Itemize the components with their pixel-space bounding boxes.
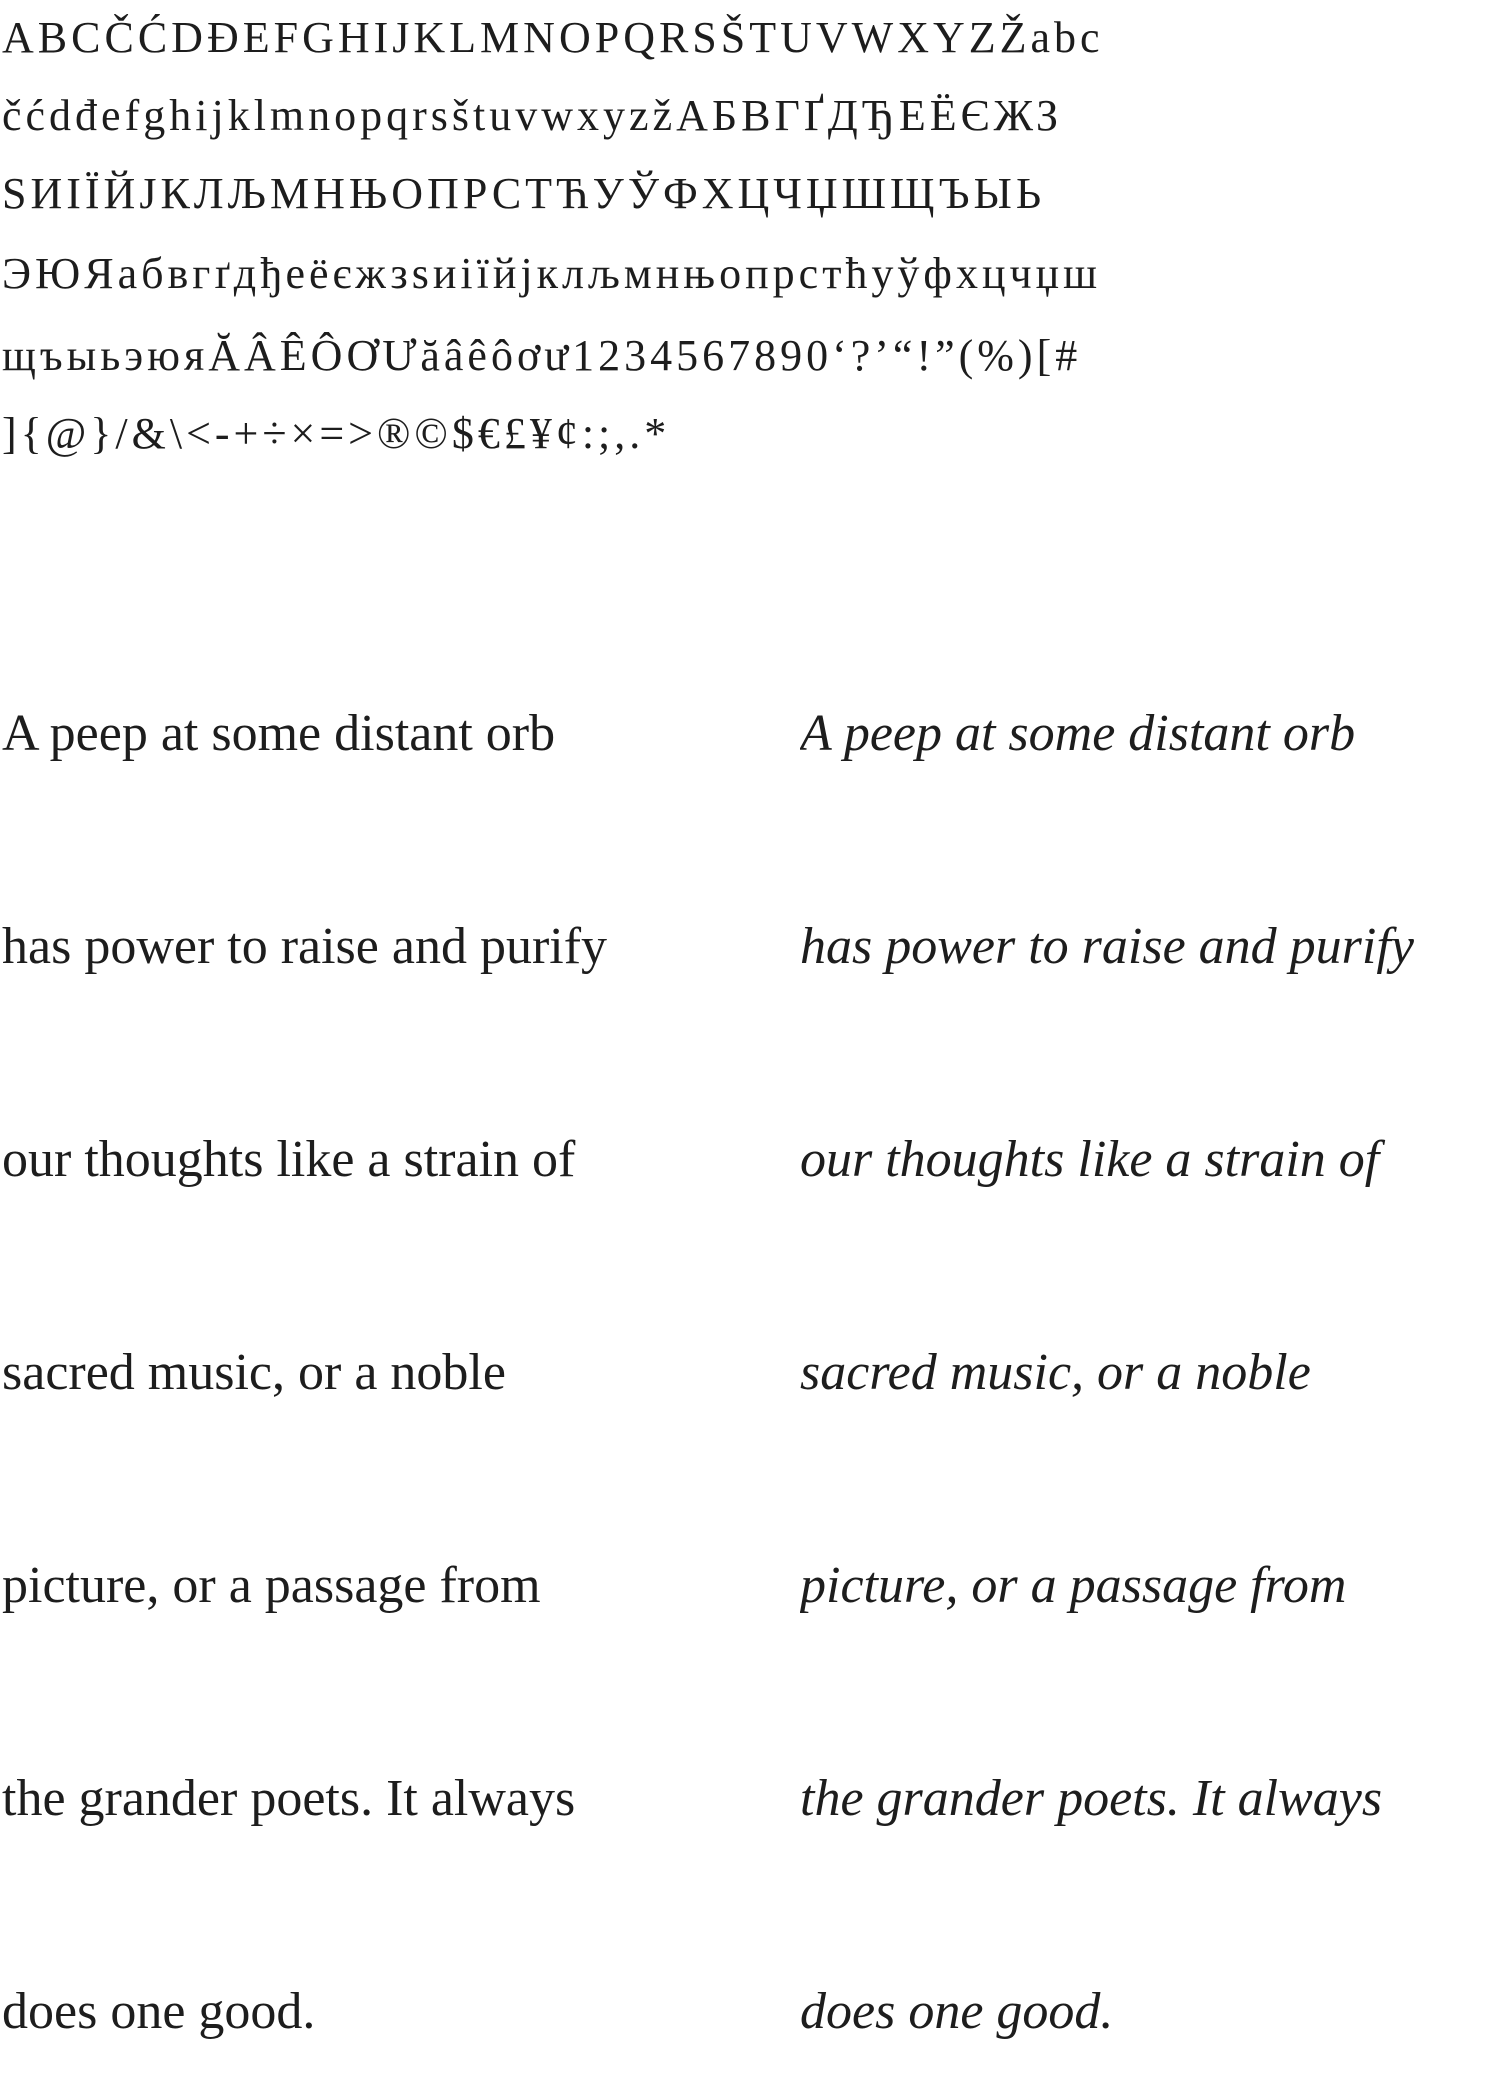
italic-line-3: our thoughts like a strain of	[800, 1131, 1380, 1188]
roman-line-6: the grander poets. It always	[2, 1770, 576, 1827]
roman-line-2: has power to raise and purify	[2, 918, 608, 975]
roman-line-3: our thoughts like a strain of	[2, 1131, 576, 1188]
italic-line-1: A peep at some distant orb	[800, 705, 1356, 762]
charset-line-3: ЅИІЇЙЈКЛЉМНЊОПРСТЋУЎФХЦЧЏШЩЪЫЬ	[2, 169, 1046, 218]
roman-line-4: sacred music, or a noble	[2, 1344, 506, 1401]
charset-line-5: щъыьэюяĂÂÊÔƠƯăâêôơư1234567890‘?’“!”(%)[#	[2, 331, 1082, 380]
roman-line-7: does one good.	[2, 1983, 316, 2040]
roman-line-5: picture, or a passage from	[2, 1557, 541, 1614]
charset-line-2: čćdđefghijklmnopqrsštuvwxyzžАБВГҐДЂЕЁЄЖЗ	[2, 91, 1063, 140]
charset-line-6: ]{@}/&\<-+÷×=>®©$€£¥¢:;,.*	[2, 409, 671, 458]
italic-line-2: has power to raise and purify	[800, 918, 1414, 975]
italic-specimen-paragraph	[800, 556, 1500, 2092]
charset-line-1: ABCČĆDĐEFGHIJKLMNOPQRSŠTUVWXYZŽabc	[2, 13, 1104, 62]
charset-line-4: ЭЮЯабвгґдђеёєжзѕиіїйјклљмнњопрстћуўфхцчџш	[2, 249, 1102, 298]
italic-line-7: does one good.	[800, 1983, 1114, 2040]
roman-specimen-paragraph	[2, 556, 762, 2092]
roman-line-1: A peep at some distant orb	[2, 705, 556, 762]
italic-line-6: the grander poets. It always	[800, 1770, 1383, 1827]
italic-line-4: sacred music, or a noble	[800, 1344, 1311, 1401]
italic-line-5: picture, or a passage from	[800, 1557, 1347, 1614]
